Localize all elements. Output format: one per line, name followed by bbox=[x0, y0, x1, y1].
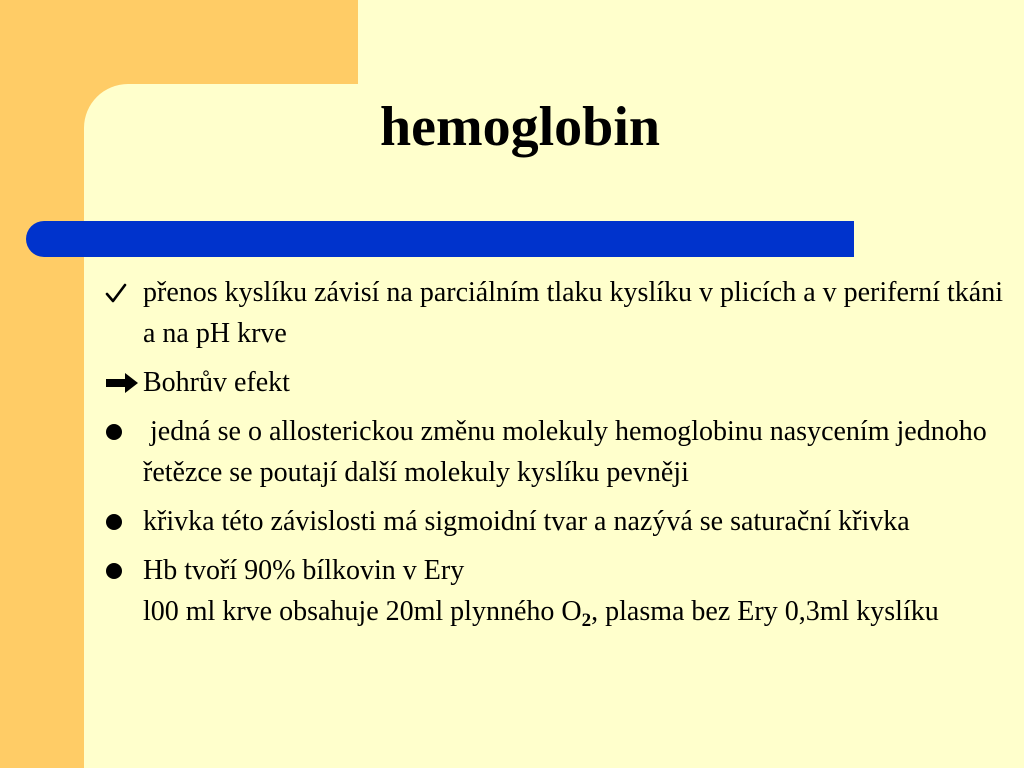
arrow-right-icon bbox=[105, 362, 139, 403]
slide-title: hemoglobin bbox=[379, 96, 661, 158]
line-text-after: , plasma bez Ery 0,3ml kyslíku bbox=[591, 596, 939, 627]
list-item bbox=[0, 501, 1024, 542]
list-item-text: přenos kyslíku závisí na parciálním tlaku kyslíku v plicích a v periferní tkáni a na pH krve bbox=[143, 277, 1004, 349]
list-item-text: jedná se o allosterickou změnu molekuly hemoglobinu nasycením jednoho řetězce se poutají další molekuly kyslíku pevněji bbox=[143, 416, 994, 488]
checkmark-icon bbox=[105, 272, 139, 313]
list-item bbox=[0, 362, 1024, 403]
bullet-list bbox=[0, 272, 1024, 640]
list-item-line bbox=[143, 591, 1004, 632]
list-item bbox=[0, 272, 1024, 354]
bullet-dot-icon bbox=[105, 501, 139, 542]
line-text-before: l00 ml krve obsahuje 20ml plynného O bbox=[143, 596, 582, 627]
bullet-dot-icon bbox=[105, 411, 139, 452]
list-item-text: křivka této závislosti má sigmoidní tvar a nazývá se saturační křivka bbox=[143, 506, 910, 537]
list-item-text: Bohrův efekt bbox=[143, 367, 290, 398]
blue-divider-bar bbox=[26, 221, 854, 257]
list-item bbox=[0, 550, 1024, 632]
list-item-line: Hb tvoří 90% bílkovin v Ery bbox=[143, 555, 465, 586]
bullet-dot-icon bbox=[105, 550, 139, 591]
subscript-number: 2 bbox=[581, 610, 592, 631]
list-item bbox=[0, 411, 1024, 493]
